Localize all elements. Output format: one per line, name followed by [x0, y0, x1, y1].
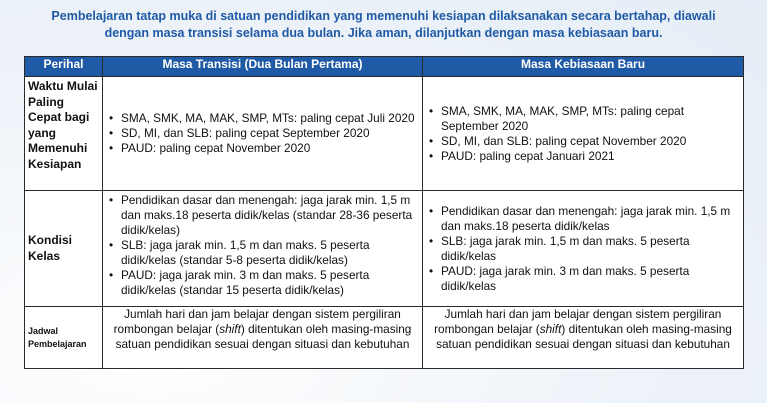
- list-kondisi-kebiasaan: [427, 204, 739, 294]
- intro-line-2: dengan masa transisi selama dua bulan. Jika aman, dilanjutkan dengan masa kebiasaan baru.: [104, 26, 663, 40]
- list-item: • SLB: jaga jarak min. 1,5 m dan maks. 5 peserta didik/kelas (standar 5-8 peserta didik/kelas): [107, 238, 418, 268]
- list-item: • SLB: jaga jarak min. 1,5 m dan maks. 5 peserta didik/kelas: [427, 234, 739, 264]
- cell-kondisi-transisi: [103, 191, 423, 307]
- list-item: • SMA, SMK, MA, MAK, SMP, MTs: paling cepat September 2020: [427, 104, 739, 134]
- jadwal-text-before: Jumlah hari dan jam belajar dengan sistem pergiliran rombongan belajar (: [434, 307, 722, 336]
- cell-waktu-kebiasaan: [423, 77, 744, 191]
- list-item: • PAUD: jaga jarak min. 3 m dan maks. 5 peserta didik/kelas: [427, 264, 739, 294]
- header-perihal: Perihal: [25, 57, 103, 77]
- list-item: • Pendidikan dasar dan menengah: jaga jarak min. 1,5 m dan maks.18 peserta didik/kelas: [427, 204, 739, 234]
- list-kondisi-transisi: [107, 193, 418, 298]
- cell-jadwal-kebiasaan: [423, 307, 744, 369]
- header-masa-transisi: Masa Transisi (Dua Bulan Pertama): [103, 57, 423, 77]
- jadwal-text-italic: shift: [219, 322, 241, 336]
- header-row: [25, 57, 744, 77]
- row-jadwal: [25, 307, 744, 369]
- jadwal-text-before: Jumlah hari dan jam belajar dengan sistem pergiliran rombongan belajar (: [113, 307, 401, 336]
- list-item: • PAUD: paling cepat November 2020: [107, 141, 418, 156]
- jadwal-text-italic: shift: [539, 322, 562, 336]
- row-waktu-mulai: [25, 77, 744, 191]
- row-kondisi-kelas: [25, 191, 744, 307]
- intro-line-1: Pembelajaran tatap muka di satuan pendidikan yang memenuhi kesiapan dilaksanakan secara bertahap, diawali: [51, 9, 716, 23]
- list-item: • SD, MI, dan SLB: paling cepat September 2020: [107, 126, 418, 141]
- label-waktu-mulai: Waktu Mulai Paling Cepat bagi yang Memenuhi Kesiapan: [25, 77, 103, 191]
- list-waktu-kebiasaan: [427, 104, 739, 164]
- header-masa-kebiasaan-baru: Masa Kebiasaan Baru: [423, 57, 744, 77]
- label-jadwal-pembelajaran: Jadwal Pembelajaran: [25, 307, 103, 369]
- cell-kondisi-kebiasaan: [423, 191, 744, 307]
- list-waktu-transisi: [107, 111, 418, 156]
- list-item: • SD, MI, dan SLB: paling cepat November 2020: [427, 134, 739, 149]
- list-item: • PAUD: paling cepat Januari 2021: [427, 149, 739, 164]
- list-item: • SMA, SMK, MA, MAK, SMP, MTs: paling cepat Juli 2020: [107, 111, 418, 126]
- list-item: • PAUD: jaga jarak min. 3 m dan maks. 5 peserta didik/kelas (standar 15 peserta didik/kelas): [107, 268, 418, 298]
- cell-waktu-transisi: [103, 77, 423, 191]
- cell-jadwal-transisi: [103, 307, 423, 369]
- intro-text: [12, 8, 755, 42]
- list-item: • Pendidikan dasar dan menengah: jaga jarak min. 1,5 m dan maks.18 peserta didik/kelas (standar 28-36 peserta didik/kelas): [107, 193, 418, 238]
- jadwal-text-after: ) ditentukan oleh masing-masing satuan pendidikan sesuai dengan situasi dan kebutuhan: [115, 322, 412, 351]
- comparison-table: [24, 56, 744, 369]
- jadwal-text-after: ) ditentukan oleh masing-masing satuan pendidikan sesuai dengan situasi dan kebutuhan: [436, 322, 732, 351]
- label-kondisi-kelas: Kondisi Kelas: [25, 191, 103, 307]
